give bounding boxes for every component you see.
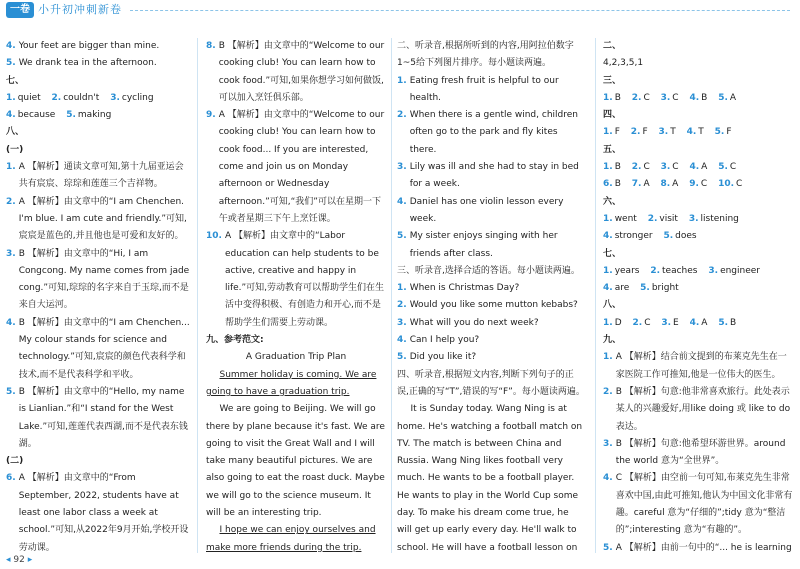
answer-sequence	[603, 211, 794, 228]
item-number: 2.	[397, 110, 407, 121]
item-text: B	[614, 179, 621, 190]
section-heading: 二、	[603, 41, 622, 51]
item-number: 10.	[206, 231, 222, 242]
answer-sequence	[603, 228, 794, 245]
answer-explanation	[603, 384, 794, 436]
essay-paragraph: We are going to Beijing. We will go there by plane because it's fast. We are going to visit the Great Wall and I will take many beautiful pictures. We are also going to eat the roast duck. Maybe we will go to the science museum. It will be an interesting trip.	[206, 404, 385, 519]
section-heading: 五、	[603, 144, 622, 155]
item-number: 2.	[6, 196, 16, 207]
item-number: 9.	[689, 179, 699, 190]
answer-sequence	[603, 315, 794, 332]
listening-passage: It is Sunday today. Wang Ning is at home. He's watching a football match on TV. The match is between China and Russia. Wang Ning likes football very much. He wants to be a football player. He wants to play in the World Cup some day. To make his dream come true, he will get up early every day. He'll walk to school. He will have a football lesson on	[397, 404, 583, 553]
item-number: 5.	[718, 92, 728, 103]
item-text: years	[614, 265, 640, 276]
answer-explanation	[6, 246, 191, 315]
item-number: 1.	[603, 352, 613, 363]
item-number: 2.	[630, 127, 641, 138]
item-text: C	[729, 162, 737, 173]
script-line	[397, 315, 585, 332]
triangle-right-icon: ▸	[27, 555, 33, 565]
item-number: 4.	[6, 41, 16, 51]
item-number: 5.	[718, 317, 729, 328]
item-number: 1.	[603, 92, 613, 103]
section-heading: 四、	[603, 110, 622, 121]
answer-sequence	[603, 280, 794, 297]
answer-explanation	[206, 38, 386, 107]
item-number: 8.	[206, 41, 216, 51]
script-line	[397, 297, 585, 314]
item-text: Can I help you?	[409, 335, 480, 346]
answer-sequence	[603, 124, 794, 141]
item-text: E	[673, 317, 679, 328]
item-text: B	[701, 92, 708, 103]
item-text: B	[614, 162, 621, 173]
item-text: A 【解析】由前一句中的“... he is learning	[615, 542, 792, 553]
item-number: 3.	[603, 438, 613, 449]
item-text: What will you do next week?	[409, 317, 539, 328]
item-number: 1.	[603, 162, 613, 173]
essay-paragraph: Summer holiday is coming. We are going to have a graduation trip.	[206, 369, 377, 397]
item-number: 10.	[718, 179, 735, 190]
item-text: Daniel has one violin lesson every week.	[409, 196, 564, 224]
item-text: A 【解析】结合前文提到的布莱克先生在一家医院工作可推知,他是一位伟大的医生。	[615, 352, 787, 380]
item-text: B 【解析】由文章中的“Hi, I am Congcong. My name comes from jade cong.”可知,琮琮的名字来自于玉琮,而不是来自大运河。	[18, 248, 190, 311]
item-number: 3.	[658, 127, 669, 138]
item-text: A 【解析】由文章中的“From September, 2022, students have at least one labor class a week at school.”可知,从2022年9月开始,学校开设劳动课。	[18, 473, 189, 553]
item-number: 3.	[110, 92, 120, 103]
item-text: A	[729, 92, 737, 103]
item-text: A 【解析】由文章中的“Labor education can help students to be active, creative and happy in life.”可知,劳动教育可以帮助学生们在生活中变得积极、有创造力和开心,而不是帮助学生们需要上劳动课。	[224, 231, 385, 328]
item-number: 5.	[714, 127, 725, 138]
item-number: 3.	[661, 317, 672, 328]
item-number: 4.	[603, 231, 613, 242]
item-number: 5.	[663, 231, 674, 242]
item-number: 1.	[397, 75, 407, 86]
section-instruction: 二、听录音,根据所听到的内容,用阿拉伯数字1~5给下列图片排序。每小题读两遍。	[397, 41, 574, 69]
item-text: F	[642, 127, 648, 138]
item-number: 1.	[603, 127, 613, 138]
item-number: 1.	[6, 162, 16, 173]
item-number: 2.	[603, 386, 613, 397]
item-text: D	[614, 317, 622, 328]
item-text: bright	[651, 283, 679, 294]
item-number: 2.	[51, 92, 62, 103]
answer-explanation	[206, 228, 386, 332]
item-text: A	[672, 179, 679, 190]
item-text: engineer	[720, 265, 760, 276]
item-number: 4.	[689, 317, 700, 328]
answer-sequence	[603, 263, 794, 280]
item-text: B 【解析】句意:他希望环游世界。around the world 意为“全世界”。	[615, 438, 786, 467]
item-number: 4.	[603, 283, 613, 294]
section-instruction: 四、听录音,根据短文内容,判断下列句子的正误,正确的写“T”,错误的写“F”。每小题读两遍。	[397, 369, 585, 397]
item-text: C	[700, 179, 708, 190]
column-divider	[595, 38, 596, 553]
item-number: 5.	[640, 283, 650, 294]
item-number: 1.	[603, 265, 613, 276]
item-number: 3.	[708, 265, 719, 276]
item-number: 1.	[397, 283, 407, 294]
item-text: Did you like it?	[409, 352, 477, 363]
item-text: When is Christmas Day?	[409, 283, 520, 294]
item-text: because	[17, 110, 56, 121]
script-line	[397, 349, 585, 366]
script-line	[397, 228, 585, 263]
item-text: C	[644, 317, 651, 328]
item-number: 3.	[397, 317, 407, 328]
script-line	[397, 107, 585, 159]
item-text: are	[614, 283, 630, 294]
item-text: F	[726, 127, 732, 138]
item-text: C	[643, 92, 650, 103]
answer-explanation	[603, 436, 794, 471]
answer-explanation	[6, 384, 191, 453]
series-badge: 一卷	[6, 2, 34, 18]
item-number: 1.	[603, 213, 613, 224]
item-text: T	[698, 127, 704, 138]
item-text: B 【解析】由文章中的“I am Chenchen... My colour stands for science and technology.”可知,宸宸的颜色代表科学和技术,而不是代表科学和平收。	[18, 317, 190, 380]
item-text: Your feet are bigger than mine.	[18, 41, 160, 51]
item-number: 5.	[397, 231, 407, 242]
triangle-left-icon: ◂	[6, 555, 11, 565]
column-3	[397, 38, 585, 553]
item-text: does	[675, 231, 697, 242]
answer-sequence	[603, 159, 794, 176]
item-text: Would you like some mutton kebabs?	[409, 300, 578, 311]
script-line	[397, 332, 585, 349]
answer-explanation	[206, 107, 386, 228]
item-text: visit	[659, 213, 678, 224]
item-text: F	[614, 127, 620, 138]
item-text: went	[614, 213, 637, 224]
item-number: 3.	[660, 162, 671, 173]
item-number: 4.	[603, 473, 613, 484]
answer-sequence	[6, 90, 191, 107]
section-heading: 八、	[603, 300, 622, 311]
item-text: C	[643, 162, 650, 173]
item-number: 2.	[631, 92, 642, 103]
item-text: C	[672, 92, 679, 103]
item-number: 5.	[66, 110, 76, 121]
answer-line	[6, 38, 191, 55]
answer-explanation	[6, 470, 191, 553]
script-line	[397, 194, 585, 229]
item-number: 4.	[397, 335, 407, 346]
item-text: cycling	[121, 92, 154, 103]
essay-paragraph: I hope we can enjoy ourselves and make more friends during the trip.	[206, 525, 376, 553]
item-number: 4.	[6, 317, 16, 328]
item-text: A	[701, 162, 708, 173]
script-line	[397, 73, 585, 108]
subsection-heading: (二)	[6, 456, 24, 467]
item-text: Eating fresh fruit is helpful to our health.	[409, 75, 559, 103]
series-title: 小升初冲刺新卷	[38, 3, 122, 16]
item-number: 2.	[650, 265, 661, 276]
essay-title: A Graduation Trip Plan	[245, 352, 347, 363]
item-text: B 【解析】句意:他非常喜欢旅行。此处表示某人的兴趣爱好,用like doing 或 like to do 表达。	[615, 386, 791, 432]
item-text: A 【解析】由文章中的“Welcome to our cooking club! You can learn how to cook food... If you are interested, come and join us on Monday afternoon or Wednesday afternoon.”可知,“我们”可以在星期一下午或者星期三下午上烹饪课。	[218, 110, 385, 224]
item-number: 5.	[603, 542, 613, 553]
item-number: 3.	[397, 162, 407, 173]
section-heading: 九、	[603, 335, 622, 346]
item-number: 7.	[631, 179, 642, 190]
script-line	[397, 280, 585, 297]
page-footer	[6, 553, 32, 567]
item-number: 5.	[6, 58, 16, 69]
answer-line	[6, 55, 191, 72]
item-text: B	[614, 92, 621, 103]
section-heading: 七、	[603, 248, 622, 259]
section-instruction: 三、听录音,选择合适的答语。每小题读两遍。	[397, 265, 580, 276]
page-header	[0, 0, 800, 22]
header-divider	[130, 10, 790, 11]
item-number: 2.	[631, 162, 642, 173]
column-4	[603, 38, 794, 553]
item-number: 3.	[6, 248, 16, 259]
item-text: When there is a gentle wind, children often go to the park and fly kites there.	[409, 110, 578, 155]
item-text: C	[736, 179, 743, 190]
order-answer: 4,2,3,5,1	[603, 58, 644, 69]
section-heading: 六、	[603, 196, 622, 207]
section-heading: 三、	[603, 75, 622, 86]
column-1	[6, 38, 191, 553]
item-number: 9.	[206, 110, 216, 121]
item-text: My sister enjoys singing with her friends after class.	[409, 231, 558, 259]
item-text: C	[672, 162, 679, 173]
item-number: 4.	[689, 92, 700, 103]
page-number: 92	[13, 555, 25, 565]
subsection-heading: (一)	[6, 144, 24, 155]
item-text: stronger	[614, 231, 653, 242]
item-text: A	[643, 179, 650, 190]
item-number: 2.	[647, 213, 658, 224]
answer-explanation	[603, 470, 794, 539]
item-text: making	[77, 110, 112, 121]
item-number: 2.	[632, 317, 643, 328]
item-number: 8.	[660, 179, 671, 190]
item-text: B 【解析】由文章中的“Hello, my name is Lianlian.”和“I stand for the West Lake.”可知,莲莲代表西湖,而不是代表东钱湖。	[18, 386, 188, 449]
item-text: C 【解析】由空前一句可知,布莱克先生非常喜欢中国,由此可推知,他认为中国文化非常有趣。careful 意为“仔细的”;tidy 意为“整洁的”;interesting 意为“有趣的”。	[615, 473, 793, 536]
item-text: quiet	[17, 92, 41, 103]
item-number: 5.	[397, 352, 407, 363]
item-number: 1.	[603, 317, 613, 328]
item-text: A	[701, 317, 708, 328]
column-divider	[391, 38, 392, 553]
item-text: listening	[700, 213, 739, 224]
item-number: 3.	[660, 92, 671, 103]
item-number: 4.	[397, 196, 407, 207]
item-number: 6.	[603, 179, 613, 190]
answer-explanation	[603, 540, 794, 553]
item-text: Lily was ill and she had to stay in bed for a week.	[409, 162, 579, 190]
answer-explanation	[6, 194, 191, 246]
script-line	[397, 159, 585, 194]
answer-sequence	[6, 107, 191, 124]
answer-explanation	[6, 159, 191, 194]
item-number: 5.	[6, 386, 16, 397]
answer-explanation	[6, 315, 191, 384]
section-heading: 七、	[6, 75, 25, 86]
item-text: We drank tea in the afternoon.	[18, 58, 157, 69]
section-heading: 九、参考范文:	[206, 335, 264, 346]
item-text: B	[730, 317, 737, 328]
answer-explanation	[603, 349, 794, 384]
item-text: B 【解析】由文章中的“Welcome to our cooking club! You can learn how to cook food.”可知,如果你想学习如何做饭,可以加入烹饪俱乐部。	[218, 41, 385, 103]
item-text: A 【解析】通读文章可知,第十九届亚运会共有宸宸、琮琮和莲莲三个吉祥物。	[18, 162, 184, 190]
item-number: 4.	[6, 110, 16, 121]
item-text: teaches	[662, 265, 698, 276]
item-text: T	[670, 127, 676, 138]
item-number: 4.	[689, 162, 700, 173]
item-number: 6.	[6, 473, 16, 484]
column-divider	[197, 38, 198, 553]
section-heading: 八、	[6, 127, 25, 138]
item-text: couldn't	[63, 92, 100, 103]
answer-sequence	[603, 90, 794, 107]
item-number: 4.	[686, 127, 697, 138]
item-number: 1.	[6, 92, 16, 103]
item-number: 3.	[688, 213, 699, 224]
item-number: 2.	[397, 300, 407, 311]
item-text: A 【解析】由文章中的“I am Chenchen. I'm blue. I am cute and friendly.”可知,宸宸是蓝色的,并且他也是可爱和友好的。	[18, 196, 187, 242]
answer-sequence	[603, 176, 794, 193]
item-number: 5.	[718, 162, 728, 173]
column-2	[206, 38, 386, 553]
